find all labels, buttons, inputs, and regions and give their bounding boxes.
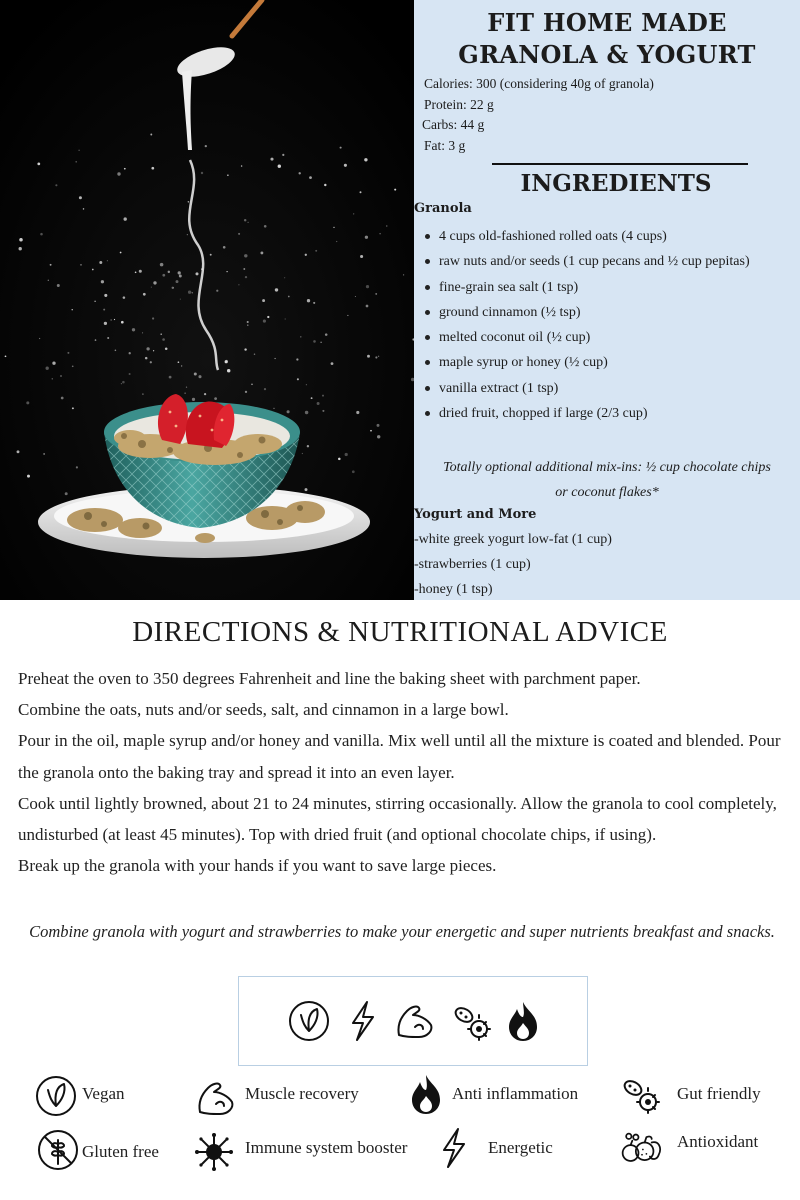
sparkle (107, 337, 109, 339)
sparkle (285, 318, 286, 319)
sparkle (225, 360, 228, 363)
sparkle (173, 287, 174, 288)
calories-line: Calories: 300 (considering 40g of granola) (424, 76, 654, 91)
sparkle (146, 347, 149, 350)
sparkle (365, 236, 368, 239)
sparkle (247, 222, 248, 223)
virus-icon (192, 1130, 236, 1174)
sparkle (214, 397, 217, 400)
sparkle (262, 299, 265, 302)
fire-icon (404, 1072, 448, 1116)
fat-line: Fat: 3 g (424, 137, 466, 153)
sparkle (72, 365, 74, 367)
sparkle (325, 333, 328, 336)
sparkle (297, 378, 299, 380)
sparkle (165, 347, 168, 350)
lightning-icon (341, 999, 385, 1043)
sparkle (333, 227, 334, 228)
sparkle (205, 145, 207, 147)
sparkle (216, 290, 218, 292)
serving-tip: Combine granola with yogurt and strawberries to make your energetic and super nutrients breakfast and snacks. (29, 922, 775, 941)
sparkle (210, 254, 212, 256)
sparkle (247, 321, 249, 323)
sparkle (72, 407, 74, 409)
sparkle (377, 424, 380, 427)
sparkle (367, 355, 370, 358)
list-item: melted coconut oil (½ cup) (414, 325, 796, 350)
sparkle (394, 189, 396, 191)
sparkle (129, 352, 131, 354)
sparkle (245, 391, 247, 393)
list-item: dried fruit, chopped if large (2/3 cup) (414, 401, 796, 426)
sparkle (104, 294, 107, 297)
sparkle (311, 397, 313, 399)
sparkle (124, 168, 126, 170)
sparkle (139, 270, 142, 273)
sparkle (178, 361, 180, 363)
direction-step: Pour in the oil, maple syrup and/or honey and vanilla. Mix well until all the mixture is coated and blended. Pour the granola onto the baking tray and spread it into an even layer. (18, 731, 781, 782)
sparkle (181, 365, 182, 366)
sparkle (192, 398, 195, 401)
sparkle (76, 466, 78, 468)
sparkle (353, 213, 354, 214)
sparkle (195, 272, 198, 275)
sparkle (305, 411, 308, 414)
sparkle (75, 161, 77, 163)
list-item: raw nuts and/or seeds (1 cup pecans and ½ cup pepitas) (414, 249, 796, 274)
sparkle (320, 342, 321, 343)
sparkle (95, 339, 97, 341)
sparkle (317, 402, 320, 405)
sparkle (122, 381, 125, 384)
sparkle (120, 252, 122, 254)
sparkle (123, 296, 126, 299)
sparkle (117, 172, 120, 175)
sparkle (238, 284, 239, 285)
sparkle (227, 369, 230, 372)
optional-mixins-note (414, 455, 800, 505)
sparkle (27, 475, 30, 478)
sparkle (169, 376, 172, 379)
sparkle (151, 167, 154, 170)
sparkle (107, 260, 108, 261)
sparkle (313, 340, 316, 343)
nutrition-facts (424, 74, 654, 156)
sparkle (366, 285, 369, 288)
recipe-info-panel (414, 0, 800, 600)
legend-immune-booster: Immune system booster (245, 1138, 408, 1157)
sparkle (345, 453, 348, 456)
list-item: fine-grain sea salt (1 tsp) (414, 275, 796, 300)
sparkle (331, 362, 334, 365)
sparkle (40, 233, 43, 236)
sparkle (132, 328, 135, 331)
sparkle (67, 352, 69, 354)
sparkle (299, 172, 301, 174)
sparkle (336, 241, 337, 242)
title-line-1: FIT HOME MADE (487, 8, 727, 37)
sparkle (324, 184, 326, 186)
sparkle (370, 430, 372, 432)
sparkle (204, 393, 206, 395)
sparkle (201, 172, 203, 174)
directions-text (18, 663, 786, 881)
list-item: ground cinnamon (½ tsp) (414, 300, 796, 325)
sparkle (338, 458, 341, 461)
sparkle (99, 261, 102, 264)
sparkle (160, 263, 164, 267)
sparkle (284, 277, 285, 278)
sparkle (61, 397, 64, 400)
sparkle (356, 411, 359, 414)
carbs-line: Carbs: 44 g (422, 117, 485, 132)
sparkle (124, 217, 127, 220)
sparkle (274, 358, 275, 359)
direction-step: Combine the oats, nuts and/or seeds, salt, and cinnamon in a large bowl. (18, 700, 509, 720)
sparkle (315, 250, 317, 252)
sparkle (223, 246, 226, 249)
list-item: maple syrup or honey (½ cup) (414, 350, 796, 375)
recipe-title (414, 7, 800, 71)
fire-icon (501, 999, 545, 1043)
legend-anti-inflammation: Anti inflammation (452, 1084, 579, 1103)
sparkle (263, 320, 266, 323)
muscle-icon (194, 1076, 238, 1120)
sparkle (264, 388, 266, 390)
sparkle (50, 264, 52, 266)
sparkle (57, 284, 60, 287)
sparkle (83, 208, 85, 210)
sparkle (135, 271, 137, 273)
sparkle (375, 356, 377, 358)
sparkle (260, 251, 263, 254)
title-line-2: GRANOLA & YOGURT (458, 40, 756, 69)
sparkle (379, 233, 380, 234)
sparkle (307, 445, 309, 447)
yogurt-item: -honey (1 tsp) (414, 582, 493, 597)
muscle-icon (393, 999, 437, 1043)
hero-photo (0, 0, 414, 600)
sparkle (375, 293, 377, 295)
sparkle (19, 247, 22, 250)
sparkle (347, 315, 348, 316)
vegan-icon (287, 999, 331, 1043)
sparkle (121, 321, 124, 324)
sparkle (305, 254, 307, 256)
sparkle (360, 255, 363, 258)
legend-energetic: Energetic (488, 1138, 553, 1157)
sparkle (48, 280, 49, 281)
granola-bowl-illustration (0, 0, 414, 600)
sparkle (65, 492, 68, 495)
sparkle (115, 350, 117, 352)
sparkle (19, 238, 23, 242)
yogurt-item: -strawberries (1 cup) (414, 557, 531, 572)
sparkle (153, 281, 156, 284)
legend-muscle-recovery: Muscle recovery (245, 1084, 359, 1103)
sparkle (377, 435, 380, 438)
sparkle (244, 254, 247, 257)
sparkle (282, 154, 284, 156)
sparkle (162, 274, 165, 277)
sparkle (179, 275, 182, 278)
bacteria-icon (449, 999, 493, 1043)
list-item: vanilla extract (1 tsp) (414, 376, 796, 401)
sparkle (355, 296, 356, 297)
sparkle (378, 356, 379, 357)
sparkle (300, 336, 301, 337)
bacteria-icon (618, 1072, 662, 1116)
sparkle (226, 271, 227, 272)
directions-title: DIRECTIONS & NUTRITIONAL ADVICE (132, 616, 668, 648)
sparkle (46, 367, 49, 370)
sparkle (313, 302, 315, 304)
sparkle (192, 292, 193, 293)
optional-line-2: or coconut flakes* (555, 485, 659, 500)
sparkle (302, 453, 303, 454)
sparkle (142, 332, 143, 333)
sparkle (243, 268, 245, 270)
sparkle (43, 453, 44, 454)
sparkle (153, 350, 154, 351)
sparkle (111, 320, 112, 321)
sparkle (92, 269, 94, 271)
sparkle (364, 158, 367, 161)
sparkle (160, 333, 161, 334)
direction-step: Cook until lightly browned, about 21 to 24 minutes, stirring occasionally. Allow the granola to cool completely, undisturbed (at least 45 minutes). Top with dried fruit (and optional chocolate chips, if using). (18, 793, 777, 845)
granola-heading: Granola (414, 201, 472, 216)
sparkle (162, 338, 165, 341)
sparkle (72, 309, 73, 310)
sparkle (176, 280, 179, 283)
sparkle (104, 322, 107, 325)
sparkle (129, 373, 131, 375)
sparkle (296, 358, 298, 360)
yogurt-heading: Yogurt and More (414, 507, 537, 522)
sparkle (322, 395, 324, 397)
divider (492, 163, 748, 165)
optional-line-1: Totally optional additional mix-ins: ½ cup chocolate chips (443, 460, 771, 475)
sparkle (188, 201, 190, 203)
sparkle (180, 299, 181, 300)
sparkle (121, 383, 122, 384)
yogurt-item: -white greek yogurt low-fat (1 cup) (414, 532, 612, 547)
granola-ingredient-list (414, 224, 796, 426)
sparkle (142, 393, 144, 395)
ingredients-title: INGREDIENTS (520, 170, 712, 197)
sparkle (187, 234, 188, 235)
sparkle (178, 271, 181, 274)
sparkle (101, 280, 104, 283)
legend-antioxidant: Antioxidant (677, 1132, 759, 1151)
sparkle (188, 291, 191, 294)
sparkle (26, 401, 29, 404)
sparkle (352, 470, 355, 473)
sparkle (227, 174, 228, 175)
sparkle (80, 264, 81, 265)
sparkle (307, 299, 310, 302)
sparkle (186, 387, 187, 388)
sparkle (78, 150, 79, 151)
sparkle (150, 134, 152, 136)
sparkle (114, 319, 115, 320)
lightning-icon (432, 1126, 476, 1170)
sparkle (275, 288, 278, 291)
sparkle (5, 355, 7, 357)
sparkle (254, 354, 255, 355)
sparkle (267, 316, 269, 318)
benefit-icon-strip (238, 976, 588, 1066)
sparkle (145, 357, 148, 360)
gluten-free-icon (36, 1128, 80, 1172)
sparkle (152, 317, 154, 319)
direction-step: Preheat the oven to 350 degrees Fahrenheit and line the baking sheet with parchment paper. (18, 669, 641, 688)
sparkle (247, 324, 248, 325)
legend-vegan: Vegan (82, 1084, 125, 1103)
sparkle (344, 164, 347, 167)
sparkle (322, 410, 324, 412)
sparkle (39, 338, 40, 339)
sparkle (143, 293, 146, 296)
sparkle (244, 348, 246, 350)
sparkle (37, 163, 40, 166)
sparkle (79, 196, 82, 199)
sparkle (238, 233, 240, 235)
sparkle (264, 225, 267, 228)
sparkle (287, 410, 290, 413)
sparkle (403, 274, 404, 275)
sparkle (184, 393, 185, 394)
sparkle (366, 305, 369, 308)
sparkle (17, 450, 20, 453)
sparkle (55, 184, 57, 186)
sparkle (150, 361, 152, 363)
sparkle (273, 408, 274, 409)
sparkle (309, 176, 312, 179)
sparkle (340, 147, 342, 149)
protein-line: Protein: 22 g (424, 96, 494, 112)
sparkle (52, 378, 53, 379)
sparkle (103, 309, 105, 311)
sparkle (60, 375, 61, 376)
vegan-icon (34, 1074, 78, 1118)
sparkle (270, 158, 273, 161)
sparkle (198, 375, 201, 378)
sparkle (94, 301, 95, 302)
sparkle (194, 373, 197, 376)
sparkle (288, 296, 290, 298)
list-item: 4 cups old-fashioned rolled oats (4 cups) (414, 224, 796, 249)
sparkle (306, 384, 307, 385)
legend-gluten-free: Gluten free (82, 1142, 159, 1161)
sparkle (244, 219, 246, 221)
direction-step: Break up the granola with your hands if you want to save large pieces. (18, 856, 497, 876)
sparkle (241, 165, 243, 167)
legend-gut-friendly: Gut friendly (677, 1084, 761, 1103)
sparkle (245, 276, 247, 278)
sparkle (168, 271, 170, 273)
sparkle (151, 287, 152, 288)
sparkle (52, 362, 55, 365)
sparkle (360, 191, 362, 193)
sparkle (251, 383, 253, 385)
sparkle (278, 165, 281, 168)
antioxidant-fruits-icon (620, 1124, 664, 1168)
sparkle (305, 488, 308, 491)
sparkle (386, 225, 387, 226)
